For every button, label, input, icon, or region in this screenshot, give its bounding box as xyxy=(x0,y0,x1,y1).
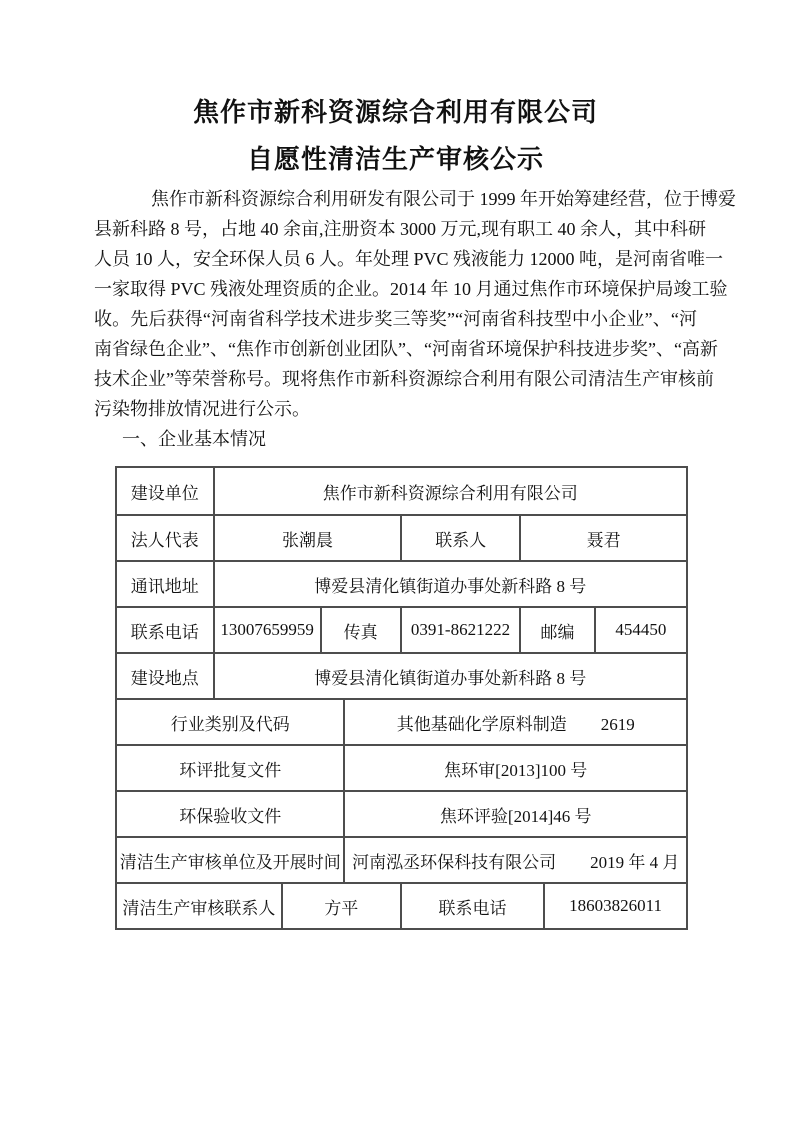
paragraph-line: 南省绿色企业”、“焦作市创新创业团队”、“河南省环境保护科技进步奖”、“高新 xyxy=(94,339,718,359)
field-label: 联系电话 xyxy=(400,884,543,928)
field-value: 0391-8621222 xyxy=(400,608,519,652)
field-value: 焦环审[2013]100 号 xyxy=(343,746,686,790)
paragraph-line: 污染物排放情况进行公示。 xyxy=(94,399,310,419)
field-label: 环评批复文件 xyxy=(179,760,282,780)
field-label: 传真 xyxy=(320,608,400,652)
document-subtitle: 自愿性清洁生产审核公示 xyxy=(246,145,544,174)
table-row xyxy=(117,606,686,652)
table-row xyxy=(117,744,686,790)
field-value: 博爱县清化镇街道办事处新科路 8 号 xyxy=(213,562,686,606)
paragraph-line: 收。先后获得“河南省科学技术进步奖三等奖”“河南省科技型中小企业”、“河 xyxy=(94,309,697,329)
table-row xyxy=(117,836,686,882)
field-label: 清洁生产审核联系人 xyxy=(122,898,276,918)
field-value: 焦环评验[2014]46 号 xyxy=(343,792,686,836)
field-label: 清洁生产审核单位及开展时间 xyxy=(119,852,341,872)
info-table xyxy=(115,466,688,930)
field-value: 聂君 xyxy=(519,516,686,560)
table-row xyxy=(117,468,686,514)
field-value: 博爱县清化镇街道办事处新科路 8 号 xyxy=(213,654,686,698)
field-label: 联系电话 xyxy=(130,622,199,642)
table-row xyxy=(117,790,686,836)
field-value: 河南泓丞环保科技有限公司 2019 年 4 月 xyxy=(343,838,686,882)
table-row xyxy=(117,560,686,606)
field-label: 建设单位 xyxy=(130,483,199,503)
field-label: 通讯地址 xyxy=(130,576,199,596)
paragraph-line: 一家取得 PVC 残液处理资质的企业。2014 年 10 月通过焦作市环境保护局竣工验 xyxy=(94,279,728,299)
field-label: 法人代表 xyxy=(130,530,199,550)
field-label: 邮编 xyxy=(519,608,594,652)
field-label: 建设地点 xyxy=(130,668,199,688)
field-value: 方平 xyxy=(281,884,400,928)
table-row xyxy=(117,698,686,744)
paragraph-line: 人员 10 人，安全环保人员 6 人。年处理 PVC 残液能力 12000 吨，是河南省唯一 xyxy=(94,249,724,269)
section-heading: 一、企业基本情况 xyxy=(122,429,266,449)
field-label: 联系人 xyxy=(400,516,519,560)
intro-paragraph xyxy=(94,184,736,424)
paragraph-line: 县新科路 8 号，占地 40 余亩,注册资本 3000 万元,现有职工 40 余人，其中科研 xyxy=(94,219,706,239)
field-value: 454450 xyxy=(594,608,686,652)
table-row xyxy=(117,652,686,698)
paragraph-line: 焦作市新科资源综合利用研发有限公司于 1999 年开始筹建经营，位于博爱 xyxy=(151,189,736,209)
field-value: 焦作市新科资源综合利用有限公司 xyxy=(213,468,686,514)
field-value: 13007659959 xyxy=(213,608,320,652)
table-row xyxy=(117,514,686,560)
field-label: 行业类别及代码 xyxy=(170,714,290,734)
paragraph-line: 技术企业”等荣誉称号。现将焦作市新科资源综合利用有限公司清洁生产审核前 xyxy=(94,369,714,389)
field-value: 其他基础化学原料制造 2619 xyxy=(343,700,686,744)
field-value: 18603826011 xyxy=(543,884,686,928)
document-title: 焦作市新科资源综合利用有限公司 xyxy=(192,98,598,127)
field-value: 张潮晨 xyxy=(213,516,401,560)
table-row xyxy=(117,882,686,928)
field-label: 环保验收文件 xyxy=(179,806,282,826)
